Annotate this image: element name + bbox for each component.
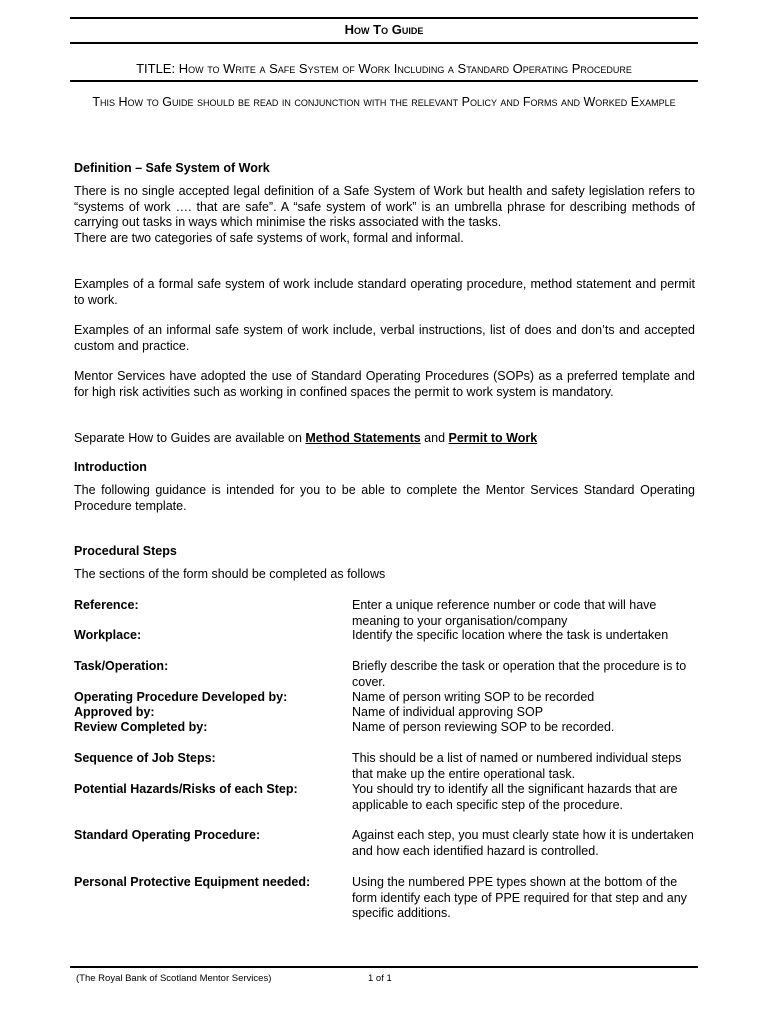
introduction-heading: Introduction <box>74 460 147 474</box>
field-description: Enter a unique reference number or code that will have meaning to your organisation/company <box>352 598 657 628</box>
categories-text: There are two categories of safe systems of work, formal and informal. <box>74 230 464 245</box>
definition-paragraph <box>74 184 695 246</box>
field-label: Review Completed by: <box>74 720 208 734</box>
document-title: TITLE: How to Write a Safe System of Work Including a Standard Operating Procedure <box>136 61 632 76</box>
field-description: Identify the specific location where the task is undertaken <box>352 628 669 642</box>
field-label: Potential Hazards/Risks of each Step: <box>74 782 298 796</box>
field-label: Operating Procedure Developed by: <box>74 690 288 704</box>
field-label: Sequence of Job Steps: <box>74 751 216 765</box>
permit-to-work-link[interactable]: Permit to Work <box>448 431 538 445</box>
field-label: Reference: <box>74 598 139 612</box>
introduction-paragraph: The following guidance is intended for you to be able to complete the Mentor Services Standard Operating Procedure template. <box>74 483 695 513</box>
procedural-steps-heading: Procedural Steps <box>74 544 177 558</box>
field-description: Name of person reviewing SOP to be recorded. <box>352 720 615 734</box>
procedural-intro-paragraph: The sections of the form should be completed as follows <box>74 567 386 581</box>
header-rule <box>70 42 698 44</box>
separate-guides-paragraph <box>74 431 695 447</box>
separate-guides-text: Separate How to Guides are available on <box>74 431 306 445</box>
page-header-title: How To Guide <box>344 22 424 37</box>
field-label: Workplace: <box>74 628 142 642</box>
reading-note: This How to Guide should be read in conjunction with the relevant Policy and Forms and Worked Example <box>92 95 676 109</box>
top-rule <box>70 17 698 19</box>
footer-page-number: 1 of 1 <box>368 973 392 984</box>
field-label: Standard Operating Procedure: <box>74 828 261 842</box>
formal-examples-paragraph: Examples of a formal safe system of work include standard operating procedure, method statement and permit to work. <box>74 277 695 307</box>
method-statements-link[interactable]: Method Statements <box>305 431 421 445</box>
footer-rule <box>70 966 698 968</box>
field-label: Task/Operation: <box>74 659 169 673</box>
footer-organisation: (The Royal Bank of Scotland Mentor Services) <box>76 973 272 984</box>
field-description: You should try to identify all the significant hazards that are applicable to each specific step of the procedure. <box>352 782 678 812</box>
field-description: Briefly describe the task or operation that the procedure is to cover. <box>352 659 687 689</box>
field-description: Against each step, you must clearly state how it is undertaken and how each identified hazard is controlled. <box>352 828 694 858</box>
sop-adoption-paragraph: Mentor Services have adopted the use of Standard Operating Procedures (SOPs) as a preferred template and for high risk activities such as working in confined spaces the permit to work system is mandatory. <box>74 369 695 399</box>
field-description: Name of individual approving SOP <box>352 705 544 719</box>
field-description: Using the numbered PPE types shown at the bottom of the form identify each type of PPE required for that step and any specific additions. <box>352 875 687 920</box>
field-label: Personal Protective Equipment needed: <box>74 875 311 889</box>
definition-heading: Definition – Safe System of Work <box>74 161 270 175</box>
and-text: and <box>420 431 449 445</box>
field-description: Name of person writing SOP to be recorded <box>352 690 595 704</box>
field-label: Approved by: <box>74 705 155 719</box>
title-rule <box>70 80 698 82</box>
field-description: This should be a list of named or numbered individual steps that make up the entire operational task. <box>352 751 682 781</box>
informal-examples-paragraph: Examples of an informal safe system of work include, verbal instructions, list of does and don’ts and accepted custom and practice. <box>74 323 695 353</box>
definition-text: There is no single accepted legal definition of a Safe System of Work but health and safety legislation refers to “systems of work …. that are safe”. A “safe system of work” is an umbrella phrase for describing methods of carrying out tasks in ways which minimise the risks associated with the tasks. <box>74 184 695 229</box>
